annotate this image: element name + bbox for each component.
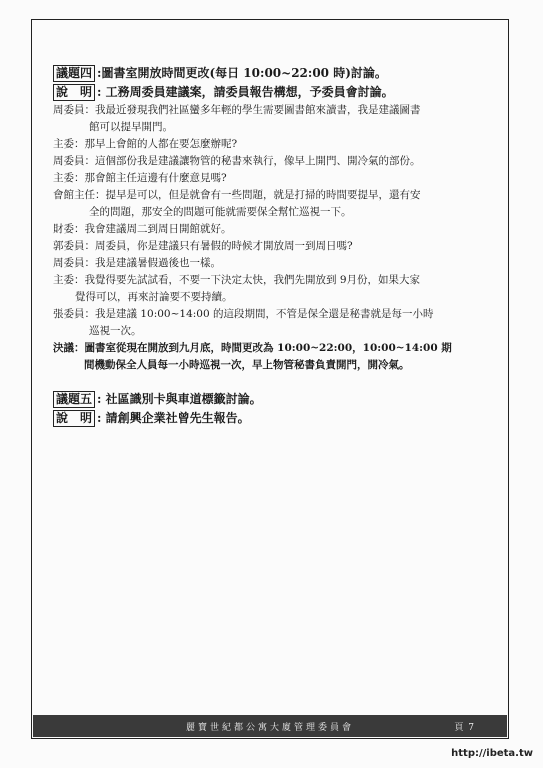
topic-4-explain-label: 說 明 xyxy=(53,84,95,101)
topic-5-explain-text: 請創興企業社曾先生報告。 xyxy=(105,411,250,425)
footer-organization: 麗寶世紀都公寓大廈管理委員會 xyxy=(185,723,354,733)
discussion-line: 財委：我會建議周二到周日開館就好。 xyxy=(53,223,232,235)
topic-4-text: 圖書室開放時間更改(每日 10:00~22:00 時)討論。 xyxy=(101,66,387,80)
topic-4-line: 議題四 :圖書室開放時間更改(每日 10:00~22:00 時)討論。 xyxy=(53,64,498,83)
discussion-line: 會館主任：提早是可以，但是就會有一些問題，就是打掃的時間要提早，還有安 xyxy=(53,189,421,201)
discussion-line: 主委：那會館主任這邊有什麼意見嗎? xyxy=(53,172,227,184)
minutes-content xyxy=(53,64,498,428)
discussion-line: 周委員：我最近發現我們社區蠻多年輕的學生需要圖書館來讀書，我是建議圖書 xyxy=(53,104,421,116)
topic-5-explain-label: 說 明 xyxy=(53,410,95,427)
topic-4-explain-text: 工務周委員建議案，請委員報告構想，予委員會討論。 xyxy=(105,85,394,99)
discussion-line: 郭委員：周委員，你是建議只有暑假的時候才開放周一到周日嗎? xyxy=(53,240,353,252)
watermark: http://ibeta.tw xyxy=(451,748,533,759)
topic-5-explain-line: 說 明 : 請創興企業社曾先生報告。 xyxy=(53,409,498,428)
topic-5-label: 議題五 xyxy=(53,391,95,408)
discussion-line: 主委：我覺得要先試試看，不要一下決定太快，我們先開放到 9月份，如果大家 xyxy=(53,274,421,286)
discussion-line: 周委員：我是建議暑假過後也一樣。 xyxy=(53,257,221,269)
discussion-line: 主委：那早上會館的人都在要怎麼辦呢? xyxy=(53,138,238,150)
discussion-line: 全的問題，那安全的問題可能就需要保全幫忙巡視一下。 xyxy=(89,206,352,218)
page-number: 頁 7 xyxy=(454,723,475,733)
topic-4-explain-line: 說 明 : 工務周委員建議案，請委員報告構想，予委員會討論。 xyxy=(53,83,498,102)
discussion-line: 周委員：這個部份我是建議讓物管的秘書來執行，像早上開門、開冷氣的部份。 xyxy=(53,155,421,167)
discussion-line: 館可以提早開門。 xyxy=(89,121,173,133)
decision-line: 決議：圖書室從現在開放到九月底，時間更改為 10:00~22:00，10:00~14:00 期 xyxy=(53,342,452,354)
section-gap xyxy=(53,374,498,390)
topic-4-label: 議題四 xyxy=(53,65,95,82)
page-footer xyxy=(33,715,507,737)
discussion-line: 覺得可以，再來討論要不要持續。 xyxy=(75,291,233,303)
topic-5-text: 社區識別卡與車道標籤討論。 xyxy=(105,392,262,406)
decision-line: 間機動保全人員每一小時巡視一次，早上物管秘書負責開門，開冷氣。 xyxy=(84,359,410,371)
discussion-line: 張委員：我是建議 10:00~14:00 的這段期間，不管是保全還是秘書就是每一小時 xyxy=(53,308,434,320)
discussion-line: 巡視一次。 xyxy=(89,325,142,337)
topic-5-line: 議題五 : 社區識別卡與車道標籤討論。 xyxy=(53,390,498,409)
